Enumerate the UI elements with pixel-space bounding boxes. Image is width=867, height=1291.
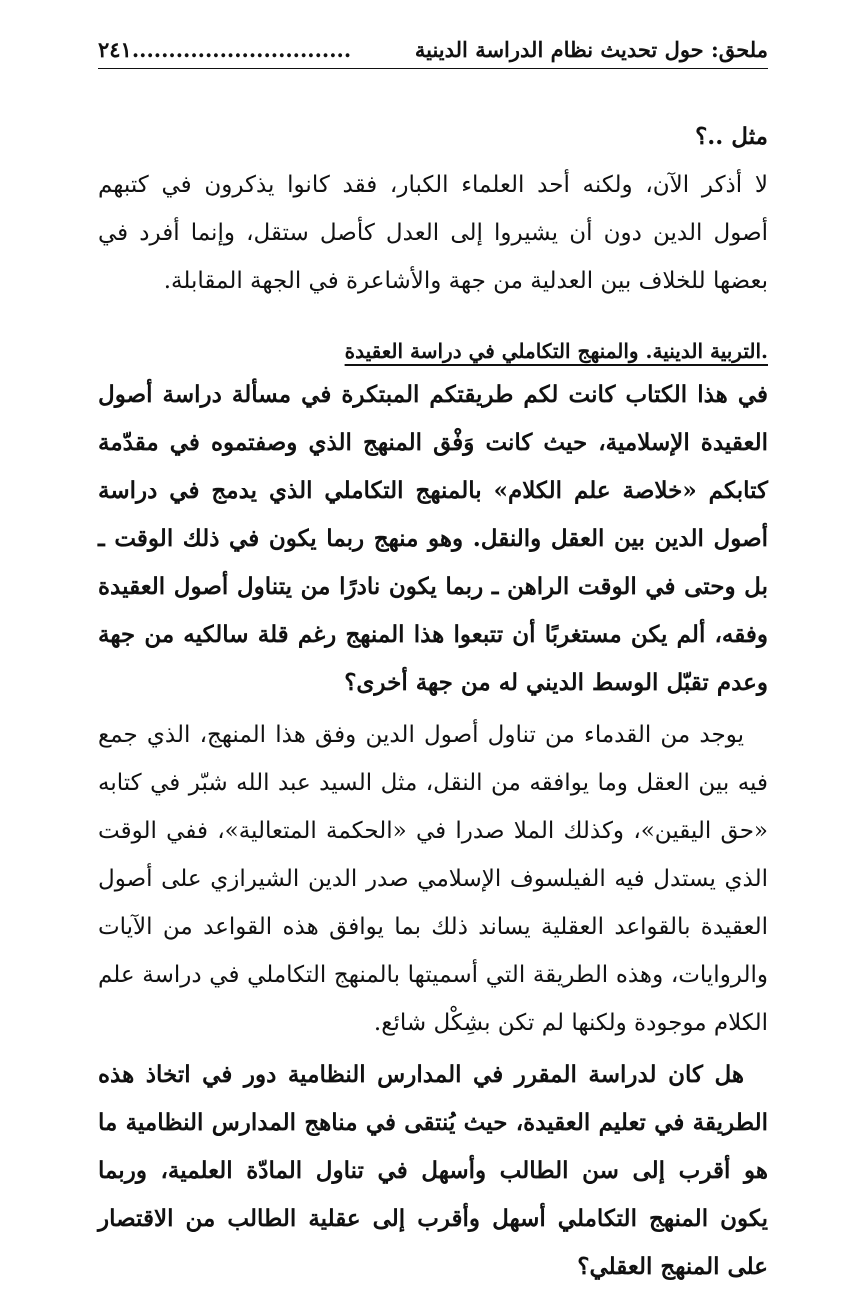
document-page [98, 22, 768, 1291]
question-paragraph-3: هل كان لدراسة المقرر في المدارس النظامية دور في اتخاذ هذه الطريقة في تعليم العقيدة، حيث يُنتقى في مناهج المدارس النظامية ما هو أقرب إلى سن الطالب وأسهل في تناول المادّة العلمية، وربما يكون المنهج التكاملي أسهل وأقرب إلى عقلية الطالب من الاقتصار على المنهج العقلي؟ [98, 1061, 768, 1280]
section-heading [98, 331, 768, 371]
answer-paragraph-1: لا أذكر الآن، ولكنه أحد العلماء الكبار، فقد كانوا يذكرون في كتبهم أصول الدين دون أن يشيروا إلى العدل كأصل ستقل، وإنما أفرد في بعضها للخلاف بين العدلية من جهة والأشاعرة في الجهة المقابلة. [98, 172, 768, 294]
question-paragraph-2: في هذا الكتاب كانت لكم طريقتكم المبتكرة في مسألة دراسة أصول العقيدة الإسلامية، حيث كانت وَفْق المنهج الذي وصفتموه في مقدّمة كتابكم «خلاصة علم الكلام» بالمنهج التكاملي الذي يدمج في دراسة أصول الدين بين العقل والنقل. وهو منهج ربما يكون في ذلك الوقت ـ بل وحتى في الوقت الراهن ـ ربما يكون نادرًا من يتناول أصول العقيدة وفقه، ألم يكن مستغربًا أن تتبعوا هذا المنهج رغم قلة سالكيه من جهة وعدم تقبّل الوسط الديني له من جهة أخرى؟ [98, 381, 768, 696]
page-body [98, 113, 768, 1291]
page-number: ..............................٢٤١ [98, 36, 352, 62]
answer-paragraph-2: يوجد من القدماء من تناول أصول الدين وفق هذا المنهج، الذي جمع فيه بين العقل وما يوافقه من النقل، مثل السيد عبد الله شبّر في كتابه «حق اليقين»، وكذلك الملا صدرا في «الحكمة المتعالية»، ففي الوقت الذي يستدل فيه الفيلسوف الإسلامي صدر الدين الشيرازي على أصول العقيدة بالقواعد العقلية يساند ذلك بما يوافق هذه القواعد من الآيات والروايات، وهذه الطريقة التي أسميتها بالمنهج التكاملي في دراسة علم الكلام موجودة ولكنها لم تكن بشِكْل شائع. [98, 722, 768, 1036]
question-short: مثل ..؟ [695, 123, 768, 150]
running-header [98, 22, 768, 69]
section-heading-text: .التربية الدينية. والمنهج التكاملي في دراسة العقيدة [344, 339, 768, 363]
header-title: ملحق: حول تحديث نظام الدراسة الدينية [414, 36, 768, 62]
